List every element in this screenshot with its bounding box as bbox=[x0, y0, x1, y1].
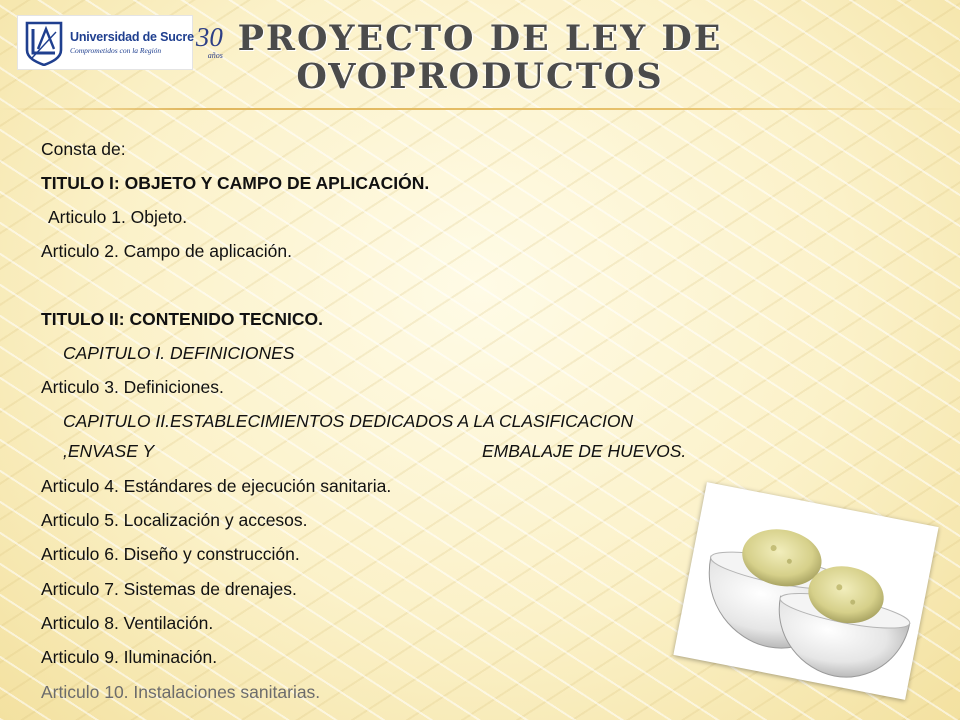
article-1: Articulo 1. Objeto. bbox=[48, 207, 188, 227]
university-name: Universidad de Sucre bbox=[70, 30, 194, 44]
titulo-2-heading: TITULO II: CONTENIDO TECNICO. bbox=[41, 309, 323, 329]
intro-text: Consta de: bbox=[41, 139, 126, 159]
article-5: Articulo 5. Localización y accesos. bbox=[41, 510, 308, 530]
article-3: Articulo 3. Definiciones. bbox=[41, 377, 224, 397]
article-8: Articulo 8. Ventilación. bbox=[41, 613, 214, 633]
article-4: Articulo 4. Estándares de ejecución sanitaria. bbox=[41, 476, 392, 496]
titulo-1-heading: TITULO I: OBJETO Y CAMPO DE APLICACIÓN. bbox=[41, 173, 430, 193]
chapter-2-heading-line-1: CAPITULO II.ESTABLECIMIENTOS DEDICADOS A LA CLASIFICACION bbox=[63, 411, 634, 431]
anniversary-number: 30 bbox=[195, 22, 223, 53]
article-6: Articulo 6. Diseño y construcción. bbox=[41, 544, 300, 564]
chapter-2-heading-line-2a: ,ENVASE Y bbox=[63, 441, 155, 461]
title-line-1: PROYECTO DE LEY DE bbox=[237, 18, 723, 59]
article-7: Articulo 7. Sistemas de drenajes. bbox=[41, 579, 297, 599]
article-2: Articulo 2. Campo de aplicación. bbox=[41, 241, 292, 261]
title-line-2: OVOPRODUCTOS bbox=[296, 56, 664, 97]
chapter-1-heading: CAPITULO I. DEFINICIONES bbox=[63, 343, 295, 363]
anniversary-label: años bbox=[207, 50, 223, 60]
article-9: Articulo 9. Iluminación. bbox=[41, 647, 218, 667]
article-10: Articulo 10. Instalaciones sanitarias. bbox=[41, 682, 321, 702]
university-motto: Comprometidos con la Región bbox=[70, 45, 162, 55]
chapter-2-heading-line-2b: EMBALAJE DE HUEVOS. bbox=[482, 441, 687, 461]
